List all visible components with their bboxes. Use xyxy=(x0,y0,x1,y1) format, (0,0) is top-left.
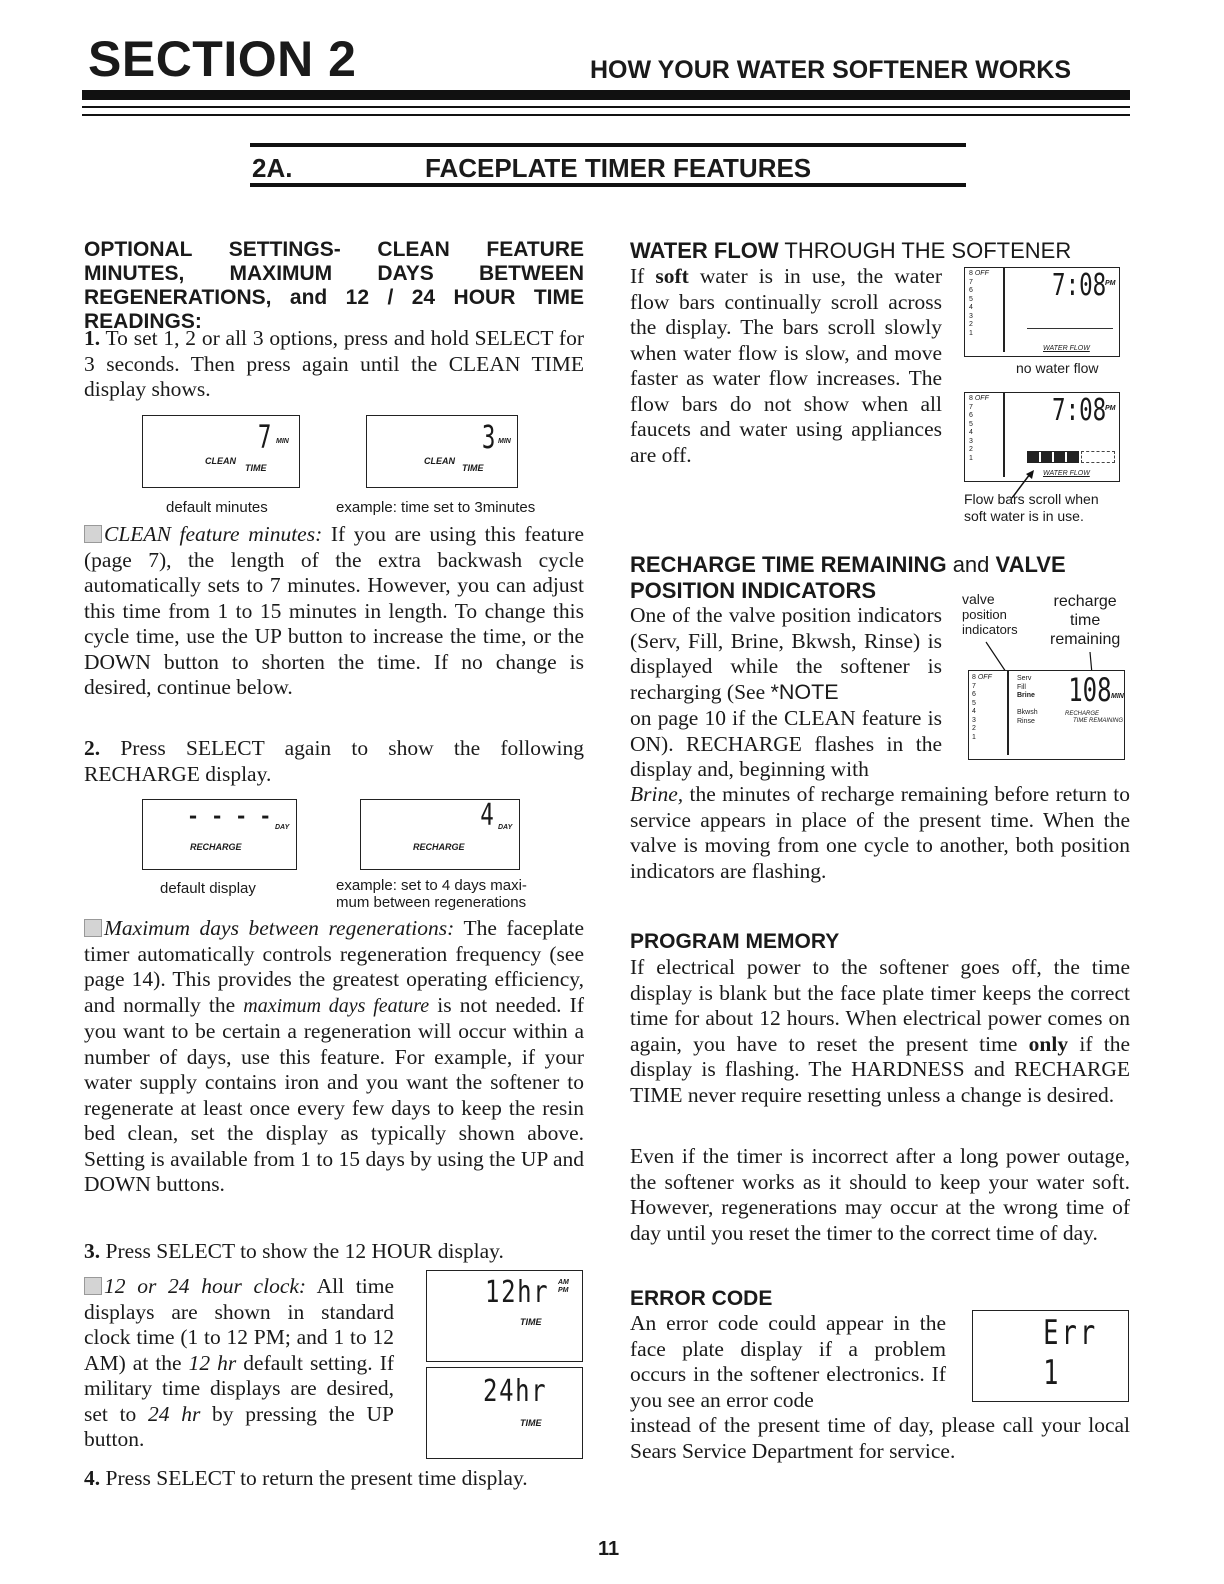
max-days-italic: maximum days feature xyxy=(243,994,430,1017)
recharge-small-indicator: RECHARGE xyxy=(1065,711,1100,717)
step-1 xyxy=(84,326,584,403)
recharge-paragraph-1 xyxy=(630,603,942,705)
flow-scale: 8 OFF 7 6 5 4 3 2 1 xyxy=(972,674,992,741)
fill-indicator: Fill xyxy=(1017,683,1026,691)
flow-text-c: water is in use, the water flow bars continually scroll across the display. The bars scroll slowly when water flow is slow, and move faster as water flow increases. The flow bars do not show when all faucets and water using appliances are off. xyxy=(630,264,943,467)
flow-heading-bold: WATER FLOW xyxy=(630,238,779,263)
recharge-heading-and: and xyxy=(952,552,990,577)
recharge-heading-d: POSITION INDICATORS xyxy=(630,578,877,603)
error-paragraph-2: instead of the present time of day, please call your local Sears Service Department for service. xyxy=(630,1413,1130,1463)
flow-line-empty xyxy=(1027,328,1113,329)
am-indicator: AM xyxy=(558,1279,569,1286)
bkwsh-indicator: Bkwsh xyxy=(1017,709,1038,716)
caption-flow-2: soft water is in use. xyxy=(964,508,1084,524)
step-3 xyxy=(84,1239,584,1265)
error-code-value: Err 1 xyxy=(1043,1313,1099,1393)
step-2-text: Press SELECT again to show the following RECHARGE display. xyxy=(84,736,584,786)
pm-indicator: PM xyxy=(558,1287,569,1294)
recharge-example-digit: 4 xyxy=(480,798,494,833)
section-title: HOW YOUR WATER SOFTENER WORKS xyxy=(590,56,1072,84)
time-value: 7:08 xyxy=(1052,268,1107,303)
time-remaining-indicator: TIME REMAINING xyxy=(1073,718,1124,724)
12-hour-display xyxy=(426,1270,583,1362)
memory-only: only xyxy=(1028,1031,1069,1056)
label-recharge-time: recharge time remaining xyxy=(1050,593,1121,648)
options-heading: OPTIONAL SETTINGS- CLEAN FEATURE MINUTES, MAXIMUM DAYS BETWEEN REGENERATIONS, and 12 / 24 HOUR TIME READINGS: xyxy=(84,238,584,333)
recharge-heading-valve: VALVE xyxy=(995,552,1066,577)
recharge-heading-a: RECHARGE TIME REMAINING xyxy=(630,552,947,577)
recharge-default-dashes: - - - - xyxy=(187,804,272,828)
recharge-note: *NOTE xyxy=(770,679,839,704)
clock-italic-24hr: 24 hr xyxy=(148,1401,201,1426)
time-value: 7:08 xyxy=(1052,393,1107,428)
checkbox-icon xyxy=(84,1277,102,1295)
subsection-rule-top xyxy=(250,143,966,147)
water-flow-indicator: WATER FLOW xyxy=(1043,470,1090,477)
step-4 xyxy=(84,1466,594,1492)
brine-indicator: Brine xyxy=(1017,692,1035,699)
caption-default-display: default display xyxy=(160,880,256,897)
clean-default-digit: 7 xyxy=(257,418,272,456)
clean-time-example-display xyxy=(366,415,518,488)
clock-text-3: by pressing the UP button. xyxy=(84,1401,395,1451)
step-2-number: 2. xyxy=(84,736,101,760)
clock-paragraph xyxy=(84,1274,394,1453)
no-flow-display xyxy=(964,267,1120,357)
clean-feature-title: CLEAN feature minutes: xyxy=(104,522,323,546)
serv-indicator: Serv xyxy=(1017,675,1032,682)
header-rule-double xyxy=(82,106,1130,116)
max-days-text-2: is not needed. If you want to be certain a regeneration will occur within a number of days, use this feature. For example, if your water supply contains iron and you want the softener to regenerate at least once every few days to keep the resin bed clean, set the display as typically shown above. Setting is available from 1 to 15 days by using the UP and DOWN buttons. xyxy=(84,992,584,1196)
time-indicator: TIME xyxy=(520,1317,542,1327)
caption-no-flow: no water flow xyxy=(1016,360,1099,376)
day-indicator: DAY xyxy=(275,824,290,831)
error-code-display xyxy=(972,1310,1129,1402)
24hr-value: 24hr xyxy=(483,1374,548,1409)
clean-indicator: CLEAN xyxy=(424,456,455,466)
caption-example-days-2: mum between regenerations xyxy=(336,894,527,911)
step-2 xyxy=(84,736,584,787)
clean-feature-text: If you are using this feature (page 7), the length of the extra backwash cycle automatically sets to 7 minutes. However, you can adjust this time from 1 to 15 minutes in length. To change this cycle time, use the UP button to increase the time, or the DOWN button to shorten the time. If no change is desired, continue below. xyxy=(84,522,584,699)
label-valve-position: valve position indicators xyxy=(962,591,1018,637)
pm-indicator: PM xyxy=(1105,280,1116,287)
recharge-indicator: RECHARGE xyxy=(413,842,465,852)
clock-italic-12hr: 12 hr xyxy=(188,1350,237,1375)
scale-divider xyxy=(1007,671,1009,755)
step-1-number: 1. xyxy=(84,326,101,350)
clock-text-1: All time displays are shown in standard clock time (1 to 12 PM; and 1 to 12 AM) at the xyxy=(84,1274,395,1375)
flow-bars-empty xyxy=(1081,451,1115,463)
subsection-title: FACEPLATE TIMER FEATURES xyxy=(425,153,812,183)
recharge-default-display xyxy=(142,799,297,870)
page-number: 11 xyxy=(598,1538,620,1560)
flow-heading xyxy=(630,238,1071,264)
time-indicator: TIME xyxy=(462,463,484,473)
caption-example-minutes: example: time set to 3minutes xyxy=(336,499,536,516)
scale-divider xyxy=(1003,393,1005,477)
memory-paragraph-2: Even if the timer is incorrect after a long power outage, the softener works as it should to keep your water soft. However, regenerations may occur at the wrong time of day until you reset the timer to the correct time of day. xyxy=(630,1144,1130,1245)
flow-scale: 8 OFF 7 6 5 4 3 2 1 xyxy=(969,395,989,462)
memory-text-1b: if the display is flashing. The HARDNESS and RECHARGE TIME never require resetting unless a change is desired. xyxy=(630,1031,1130,1107)
clock-title: 12 or 24 hour clock: xyxy=(104,1274,307,1298)
caption-example-days-1: example: set to 4 days maxi- xyxy=(336,877,527,894)
checkbox-icon xyxy=(84,525,102,543)
rinse-indicator: Rinse xyxy=(1017,717,1035,725)
memory-text-1a: If electrical power to the softener goes off, the time display is blank but the face plate timer keeps the correct time for about 12 hours. When electrical power comes on again, you have to reset the present time xyxy=(630,955,1130,1056)
memory-paragraph-1 xyxy=(630,955,1130,1108)
caption-default-minutes: default minutes xyxy=(166,499,268,516)
max-days-title: Maximum days between regenerations: xyxy=(104,916,455,940)
step-4-text: Press SELECT to return the present time display. xyxy=(105,1466,528,1490)
checkbox-icon xyxy=(84,919,102,937)
12hr-value: 12hr xyxy=(485,1275,550,1310)
recharge-remaining-display xyxy=(968,670,1125,760)
min-indicator: MIN xyxy=(276,438,289,445)
clean-indicator: CLEAN xyxy=(205,456,236,466)
recharge-paragraph-2 xyxy=(630,706,942,783)
caption-flow-1: Flow bars scroll when xyxy=(964,491,1099,507)
flow-paragraph xyxy=(630,264,942,468)
min-indicator: MIN xyxy=(498,438,511,445)
clean-time-default-display xyxy=(142,415,300,488)
recharge-text-2: on page 10 if the CLEAN feature is ON). RECHARGE flashes in the display and, beginning with xyxy=(630,706,942,781)
clean-example-digit: 3 xyxy=(481,418,496,456)
24-hour-display xyxy=(426,1367,583,1459)
subsection-number: 2A. xyxy=(252,153,293,183)
min-indicator: MIN xyxy=(1111,693,1124,700)
error-code-heading: ERROR CODE xyxy=(630,1287,773,1310)
recharge-text-1: One of the valve position indicators (Serv, Fill, Brine, Bkwsh, Rinse) is displayed while the softener is recharging (See xyxy=(630,603,942,704)
recharge-minutes-value: 108 xyxy=(1068,671,1112,709)
subsection-rule-bottom xyxy=(250,183,966,187)
flow-heading-rest: THROUGH THE SOFTENER xyxy=(784,238,1072,263)
flow-scrolling-display xyxy=(964,392,1120,482)
recharge-example-display xyxy=(360,799,520,870)
day-indicator: DAY xyxy=(498,824,513,831)
recharge-indicator: RECHARGE xyxy=(190,842,242,852)
time-indicator: TIME xyxy=(520,1418,542,1428)
clock-text-2: default setting. If military time displays are desired, set to xyxy=(84,1350,395,1426)
step-3-text: Press SELECT to show the 12 HOUR display. xyxy=(105,1239,504,1263)
flow-text-soft: soft xyxy=(655,264,689,288)
pm-indicator: PM xyxy=(1105,405,1116,412)
max-days-text-1: The faceplate timer automatically controls regeneration frequency (see page 14). This provides the greatest operating efficiency, and normally the xyxy=(84,916,584,1017)
water-flow-indicator: WATER FLOW xyxy=(1043,345,1090,352)
error-paragraph-1: An error code could appear in the face plate display if a problem occurs in the softener electronics. If you see an error code xyxy=(630,1311,946,1412)
valve-indicators xyxy=(1017,675,1038,726)
program-memory-heading: PROGRAM MEMORY xyxy=(630,930,840,953)
step-1-text: To set 1, 2 or all 3 options, press and hold SELECT for 3 seconds. Then press again until the CLEAN TIME display shows. xyxy=(84,326,584,401)
step-3-number: 3. xyxy=(84,1239,101,1263)
section-number: SECTION 2 xyxy=(88,31,357,87)
scale-divider xyxy=(1003,268,1005,352)
recharge-text-3: the minutes of recharge remaining before return to service appears in place of the present time. When the valve is moving from one cycle to another, both position indicators are flashing. xyxy=(630,782,1130,883)
header-rule-thick xyxy=(82,90,1130,100)
recharge-italic-brine: Brine, xyxy=(630,782,684,806)
max-days-paragraph xyxy=(84,916,584,1198)
time-indicator: TIME xyxy=(245,463,267,473)
clean-feature-paragraph xyxy=(84,522,584,701)
flow-text-a: If xyxy=(630,264,645,288)
step-4-number: 4. xyxy=(84,1466,101,1490)
flow-scale: 8 OFF 7 6 5 4 3 2 1 xyxy=(969,270,989,337)
flow-bars-filled xyxy=(1027,451,1079,463)
recharge-heading xyxy=(630,552,1130,578)
recharge-paragraph-3 xyxy=(630,782,1130,884)
